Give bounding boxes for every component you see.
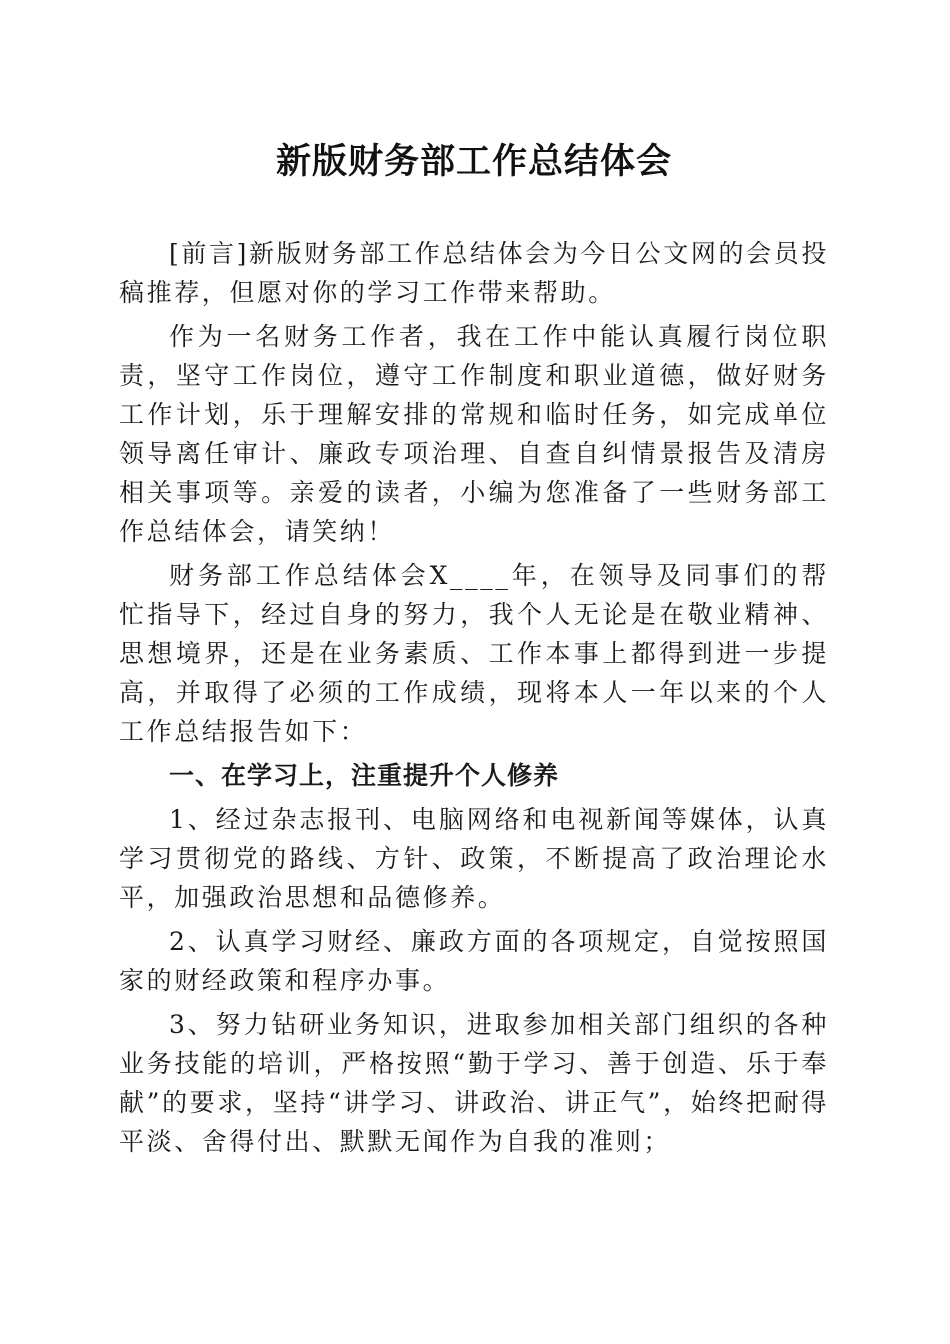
- intro-paragraph: 作为一名财务工作者，我在工作中能认真履行岗位职责，坚守工作岗位，遵守工作制度和职业道德，做好财务工作计划，乐于理解安排的常规和临时任务，如完成单位领导离任审计、廉政专项治理、自查自纠情景报告及清房相关事项等。亲爱的读者，小编为您准备了一些财务部工作总结体会，请笑纳！: [119, 322, 829, 546]
- list-item-2: 2、认真学习财经、廉政方面的各项规定，自觉按照国家的财经政策和程序办事。: [119, 927, 829, 995]
- list-item-1: 1、经过杂志报刊、电脑网络和电视新闻等媒体，认真学习贯彻党的路线、方针、政策，不断提高了政治理论水平，加强政治思想和品德修养。: [119, 805, 829, 912]
- preface-paragraph: [前言]新版财务部工作总结体会为今日公文网的会员投稿推荐，但愿对你的学习工作带来帮助。: [119, 239, 829, 307]
- list-item-3: 3、努力钻研业务知识，进取参加相关部门组织的各种业务技能的培训，严格按照“勤于学习、善于创造、乐于奉献”的要求，坚持“讲学习、讲政治、讲正气”，始终把耐得平淡、舍得付出、默默无闻作为自我的准则；: [119, 1010, 829, 1156]
- document-page: [119, 0, 829, 1166]
- summary-paragraph: 财务部工作总结体会X____年，在领导及同事们的帮忙指导下，经过自身的努力，我个人无论是在敬业精神、思想境界，还是在业务素质、工作本事上都得到进一步提高，并取得了必须的工作成绩，现将本人一年以来的个人工作总结报告如下：: [119, 561, 829, 746]
- document-title: 新版财务部工作总结体会: [275, 141, 672, 182]
- section-heading-study: 一、在学习上，注重提升个人修养: [169, 761, 560, 790]
- document-body: [119, 234, 829, 1161]
